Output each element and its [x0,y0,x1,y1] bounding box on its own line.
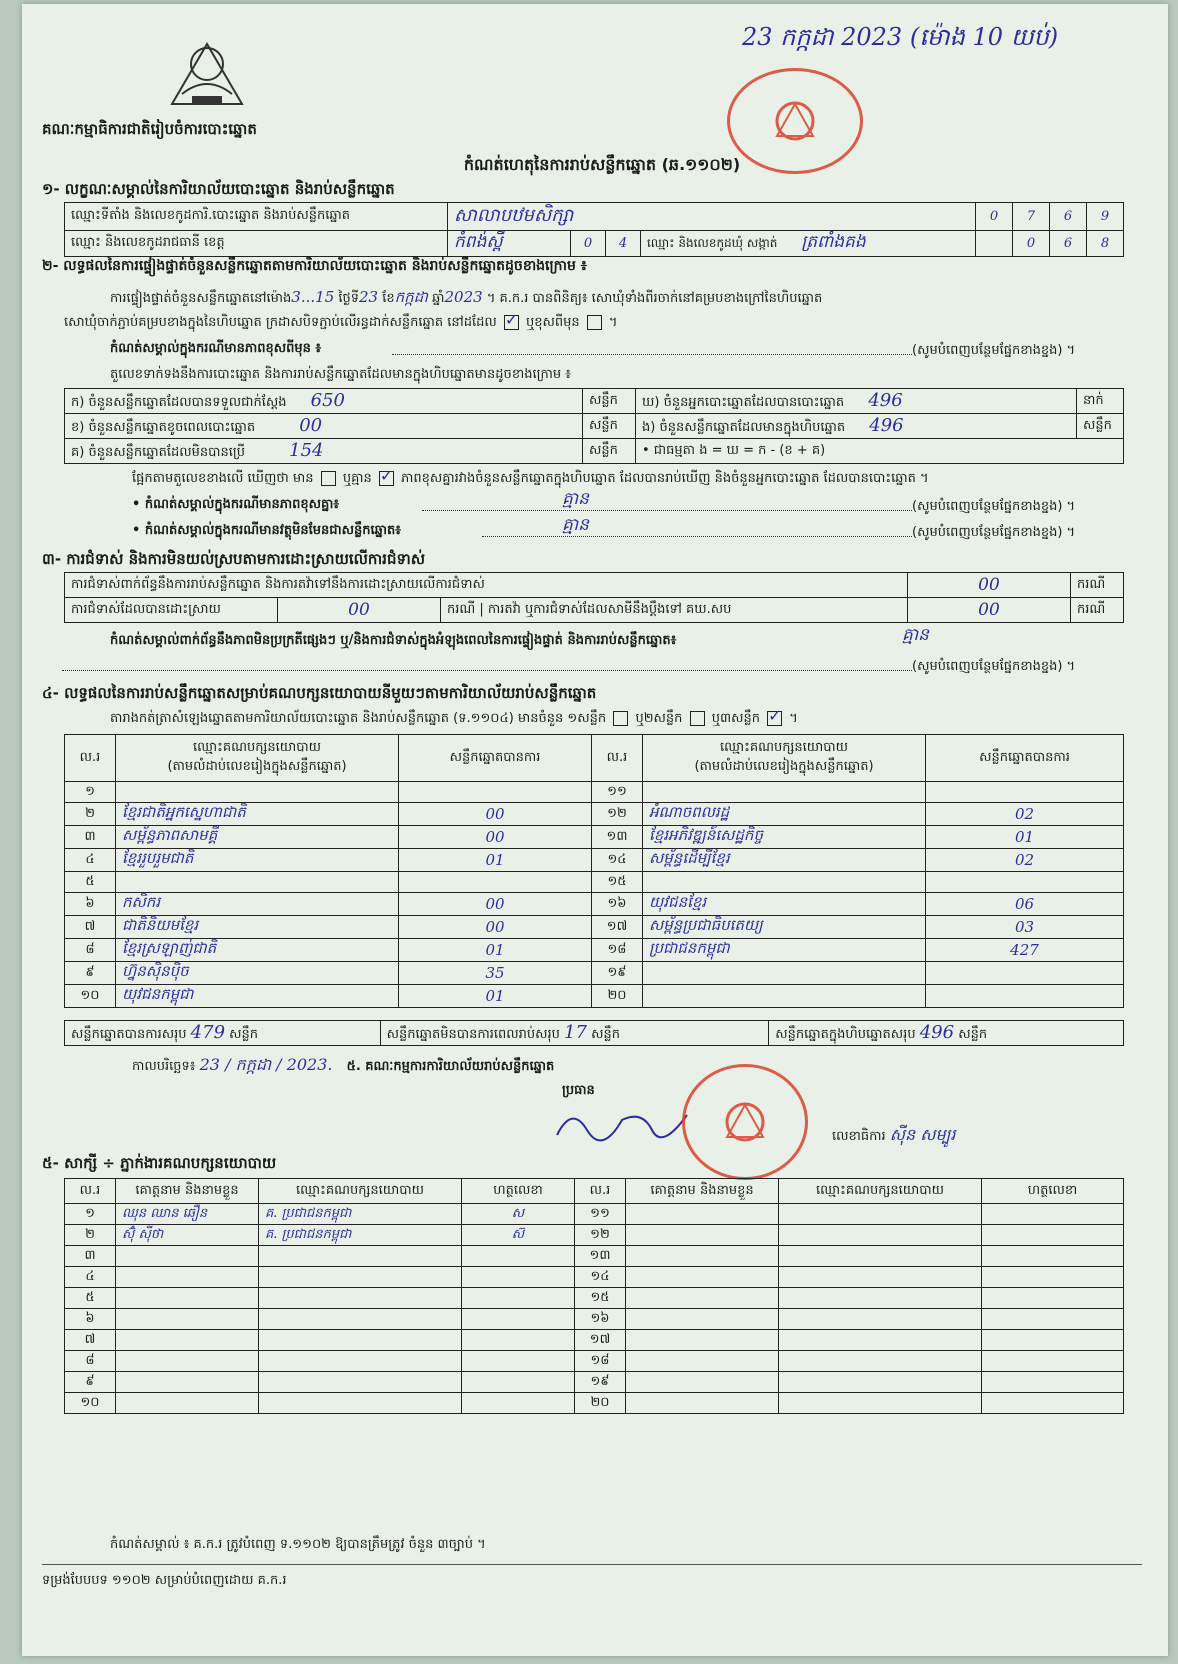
witness-party [779,1225,982,1246]
or-changed-label: ឬខុសពីមុន [526,315,580,330]
witness-signature [982,1351,1124,1372]
witness-party [259,1267,462,1288]
commune-code-2: 8 [1087,231,1124,257]
verify-text-3: ខែ [382,291,395,306]
witness-no: ១ [65,1204,116,1225]
verify-line2: សោឃុំចាក់ភ្ជាប់គម្របខាងក្នុងនៃហិបឆ្នោត ក្រដាសបិទភ្ជាប់លើរន្ធដាក់សន្លឹកឆ្នោត នៅដដែល [64,315,497,330]
witness-name: ឈុន ឈាន ឆឿន [116,1204,259,1225]
compare-text-a: ផ្អែកតាមតួលេខខាងលើ ឃើញថា មាន [132,471,314,486]
section3-heading: ៣- ការជំទាស់ និងការមិនយល់ស្របតាមការដោះស្រាយលើការជំទាស់ [42,550,426,568]
chair-signature [552,1100,692,1150]
witness-name [626,1204,779,1225]
changed-note-label: កំណត់សម្គាល់ក្នុងករណីមានភាពខុសពីមុន ៖ [110,341,322,356]
fill-behind-4: (សូមបំពេញបន្ថែមផ្នែកខាងខ្នង) ។ [912,659,1076,674]
party-name: យុវជនខ្មែរ [643,893,926,916]
witness-signature [982,1309,1124,1330]
in-box-label: ង) ចំនួនសន្លឹកឆ្នោតដែលមានក្នុងហិបឆ្នោត [642,419,846,435]
three-sheet-checkbox[interactable] [767,711,782,726]
table-row [65,916,1124,939]
witness-name [626,1351,779,1372]
result-no: ១៧ [592,916,643,939]
total-box-unit: សន្លឹក [958,1026,988,1042]
witness-signature [462,1309,575,1330]
verify-year: 2023 [444,288,483,306]
witness-no: ៤ [65,1267,116,1288]
unused-value: 154 [289,439,324,461]
resolved-unit: ករណី [447,601,476,617]
witness-party [779,1246,982,1267]
witness-no: ១៦ [575,1309,626,1330]
w-col-sign-right: ហត្ថលេខា [982,1179,1124,1204]
province-code-0: 0 [571,231,606,257]
witness-signature [462,1330,575,1351]
table-row [65,985,1124,1008]
witness-name [626,1225,779,1246]
totals-table [64,1020,1124,1046]
witness-name [116,1393,259,1414]
table-intro: តួលេខទាក់ទងនឹងការបោះឆ្នោត និងការរាប់សន្លឹកឆ្នោតដែលមានក្នុងហិបឆ្នោតមានដូចខាងក្រោម ៖ [110,367,571,382]
total-valid-value: 479 [190,1021,226,1043]
voted-value: 496 [868,389,903,411]
fill-behind-3: (សូមបំពេញបន្ថែមផ្នែកខាងខ្នង) ។ [912,525,1076,540]
station-label: ឈ្មោះទីតាំង និងលេខកូដការិ.បោះឆ្នោត និងរាប់សន្លឹកឆ្នោត [65,203,448,231]
total-box-label: សន្លឹកឆ្នោតក្នុងហិបឆ្នោតសរុប [775,1026,916,1042]
col-party-left: ឈ្មោះគណបក្សនយោបាយ [193,740,321,755]
party-name [643,872,926,893]
irregularity-note-label: កំណត់សម្គាល់ពាក់ព័ន្ធនឹងភាពមិនប្រក្រតីផ្សេងៗ ឬ/និងការជំទាស់ក្នុងអំឡុងពេលនៃការផ្ទៀងផ្ទាត់ និងការរាប់សន្លឹកឆ្នោត៖ [110,633,677,648]
witness-name: ស៊ុំ ស៊ីថា [116,1225,259,1246]
result-no: ២ [65,803,116,826]
table-row [65,803,1124,826]
result-no: ២០ [592,985,643,1008]
table-row [65,826,1124,849]
date-value: 23 / កក្កដា / 2023. [199,1055,333,1074]
result-no: ១៣ [592,826,643,849]
party-name: ហ្វ៊ុនស៊ិនប៉ិច [116,962,399,985]
two-sheet-checkbox[interactable] [690,711,705,726]
has-diff-checkbox[interactable] [321,471,336,486]
w-col-no-left: ល.រ [65,1179,116,1204]
same-checkbox[interactable] [504,315,519,330]
result-no: ៣ [65,826,116,849]
witness-no: ២០ [575,1393,626,1414]
station-code-1: 7 [1013,203,1050,231]
witness-no: ៨ [65,1351,116,1372]
party-votes: 35 [399,962,592,985]
witness-name [116,1288,259,1309]
spoiled-label: ខ) ចំនួនសន្លឹកឆ្នោតខូចពេលបោះឆ្នោត [71,419,256,435]
station-name: សាលាបឋមសិក្សា [448,203,976,231]
party-name: យុវជនកម្ពុជា [116,985,399,1008]
witness-name [626,1288,779,1309]
party-votes: 00 [399,803,592,826]
witness-signature [982,1330,1124,1351]
compare-text-c: ភាពខុសគ្នារវាងចំនួនសន្លឹកឆ្នោតក្នុងហិបឆ្នោត ដែលបានរាប់ឃើញ និងចំនួនអ្នកបោះឆ្នោត ដែលបានបោះឆ្នោត ។ [401,471,929,486]
voted-unit: នាក់ [1077,389,1124,414]
table-row [65,1225,1124,1246]
w-col-name-right: គោត្តនាម និងនាមខ្លួន [626,1179,779,1204]
changed-note-line [392,354,912,355]
section4-heading: ៤- លទ្ធផលនៃការរាប់សន្លឹកឆ្នោតសម្រាប់គណបក្សនយោបាយនីមួយៗតាមការិយាល័យរាប់សន្លឹកឆ្នោត [42,684,597,702]
result-no: ៩ [65,962,116,985]
witness-signature [462,1288,575,1309]
results-table [64,734,1124,1008]
table-row [65,1309,1124,1330]
station-code-3: 9 [1087,203,1124,231]
witness-name [626,1393,779,1414]
witness-party: គ. ប្រជាជនកម្ពុជា [259,1225,462,1246]
witness-party [259,1393,462,1414]
verify-time: 3...15 [291,288,335,306]
party-name [116,872,399,893]
w-col-name-left: គោត្តនាម និងនាមខ្លួន [116,1179,259,1204]
no-diff-checkbox[interactable] [379,471,394,486]
witness-signature [982,1225,1124,1246]
secretary-label: លេខាធិការ [832,1129,886,1144]
table-row [65,1330,1124,1351]
commune-name: ត្រពាំងគង [801,232,866,252]
in-box-unit: សន្លឹក [1077,414,1124,439]
table-row [65,1351,1124,1372]
date-prefix: កាលបរិច្ឆេទ៖ [132,1059,196,1074]
committee-label: ៥. គណៈកម្មការការិយាល័យរាប់សន្លឹកឆ្នោត [346,1059,555,1074]
party-votes [926,782,1124,803]
table-row [65,1204,1124,1225]
chair-label: ប្រធាន [562,1083,595,1098]
fill-behind-1: (សូមបំពេញបន្ថែមផ្នែកខាងខ្នង) ។ [912,343,1076,358]
party-votes [399,872,592,893]
total-box-value: 496 [919,1021,955,1043]
witness-party [779,1372,982,1393]
resolved-value: 00 [278,598,441,623]
witness-party [259,1288,462,1309]
total-valid-unit: សន្លឹក [229,1026,259,1042]
invalid-note-value: គ្មាន [562,515,589,535]
witness-signature [982,1267,1124,1288]
party-name: កសិករ [116,893,399,916]
witness-signature [462,1393,575,1414]
witness-no: ៣ [65,1246,116,1267]
total-invalid-value: 17 [564,1021,587,1043]
verify-text-1: ការផ្ទៀងផ្ទាត់ចំនួនសន្លឹកឆ្នោតនៅម៉ោង [110,291,292,306]
party-votes: 01 [926,826,1124,849]
resolved-label: ការជំទាស់ដែលបានដោះស្រាយ [65,598,278,623]
table-row [65,1267,1124,1288]
section1-table [64,202,1124,257]
commune-label: ឈ្មោះ និងលេខកូដឃុំ សង្កាត់ [647,236,778,250]
party-name: សម្ព័ន្ធភាពសាមគ្គី [116,826,399,849]
committee-stamp [682,1064,808,1180]
party-votes: 02 [926,849,1124,872]
witness-name [626,1309,779,1330]
spoiled-value: 00 [299,414,323,436]
witness-party [259,1330,462,1351]
unused-unit: សន្លឹក [583,439,636,464]
page-title: កំណត់ហេតុនៃការរាប់សន្លឹកឆ្នោត (ឆ.១១០២) [463,155,741,174]
result-no: ១១ [592,782,643,803]
witness-no: ១៩ [575,1372,626,1393]
party-votes [399,782,592,803]
witness-no: ១៥ [575,1288,626,1309]
table-row [65,893,1124,916]
compare-text-b: ឬគ្មាន [342,471,372,486]
w-col-party-left: ឈ្មោះគណបក្សនយោបាយ [259,1179,462,1204]
objection-unit: ករណី [1071,573,1124,598]
result-no: ៤ [65,849,116,872]
party-name: ខ្មែរជាតិអ្នកស្នេហាជាតិ [116,803,399,826]
witness-party [259,1309,462,1330]
witness-signature [982,1246,1124,1267]
secretary-name: ស៊ីន សម្បូរ [889,1125,956,1144]
counts-table [64,388,1124,464]
witness-name [116,1246,259,1267]
witness-party [779,1393,982,1414]
verify-text-2: ថ្ងៃទី [338,291,360,306]
in-box-value: 496 [869,414,904,436]
party-votes: 02 [926,803,1124,826]
province-label: ឈ្មោះ និងលេខកូដរាជធានី ខេត្ត [65,231,448,257]
witness-name [626,1246,779,1267]
party-name: សម្ព័ន្ធដើម្បីខ្មែរ [643,849,926,872]
appeal-label: ការតវ៉ា ឬការជំទាស់ដែលសាមីនឹងប្តឹងទៅ គឃ.សប [487,601,732,617]
witness-no: ៧ [65,1330,116,1351]
witness-name [116,1330,259,1351]
one-sheet-checkbox[interactable] [613,711,628,726]
witness-signature [982,1393,1124,1414]
witness-party [779,1288,982,1309]
witness-signature [462,1267,575,1288]
org-name: គណៈកម្មាធិការជាតិរៀបចំការបោះឆ្នោត [42,120,257,138]
w-col-no-right: ល.រ [575,1179,626,1204]
appeal-unit: ករណី [1071,598,1124,623]
col-votes-right: សន្លឹកឆ្នោតបានការ [926,735,1124,782]
diff-note-label: • កំណត់សម្គាល់ក្នុងករណីមានភាពខុសគ្នា៖ [132,497,340,512]
station-code-2: 6 [1050,203,1087,231]
witness-no: ១៧ [575,1330,626,1351]
witness-party [779,1330,982,1351]
party-votes [926,962,1124,985]
table-row [65,962,1124,985]
party-votes: 01 [399,849,592,872]
witness-name [116,1267,259,1288]
appeal-value: 00 [908,598,1071,623]
witness-no: ១៨ [575,1351,626,1372]
witness-party [259,1246,462,1267]
result-no: ៦ [65,893,116,916]
col-no-right: ល.រ [592,735,643,782]
verify-text-4: ឆ្នាំ [432,291,445,306]
two-sheet-label: ឬ២សន្លឹក [635,711,683,726]
received-label: ក) ចំនួនសន្លឹកឆ្នោតដែលបានទទួលជាក់ស្តែង [71,394,287,410]
witness-signature: ស [462,1204,575,1225]
received-unit: សន្លឹក [583,389,636,414]
witness-name [626,1267,779,1288]
witness-no: ១១ [575,1204,626,1225]
footer-note: កំណត់សម្គាល់ ៖ គ.ក.រ ត្រូវបំពេញ ទ.១១០២ ឱ្យបានត្រឹមត្រូវ ចំនួន ៣ច្បាប់ ។ [110,1537,486,1552]
witness-table [64,1178,1124,1414]
party-votes: 01 [399,985,592,1008]
station-code-0: 0 [976,203,1013,231]
party-votes [926,985,1124,1008]
objections-table: ការជំទាស់ពាក់ព័ន្ធនឹងការរាប់សន្លឹកឆ្នោត និងការតវ៉ាទៅនឹងការដោះស្រាយលើការជំទាស់ 00 ករណី ការជំទាស់ដែលបានដោះស្រាយ 00 ករណី | ការតវ៉ា ឬការជំទាស់ដែលសាមីនឹងប្តឹងទៅ គឃ.សប 00 ករណី [64,572,1124,623]
emblem-logo [162,34,252,114]
party-votes: 06 [926,893,1124,916]
party-name [643,782,926,803]
verify-day: 23 [359,288,379,306]
objection-value: 00 [908,573,1071,598]
changed-checkbox[interactable] [587,315,602,330]
col-votes-left: សន្លឹកឆ្នោតបានការ [399,735,592,782]
witness-party [779,1309,982,1330]
party-votes: 00 [399,916,592,939]
witness-no: ៥ [65,1288,116,1309]
document-sheet: គណៈកម្មាធិការជាតិរៀបចំការបោះឆ្នោត 23 កក្កដា 2023 (ម៉ោង 10 យប់) កំណត់ហេតុនៃការរាប់សន្លឹកឆ្នោត (ឆ.១១០២) ១- លក្ខណៈសម្គាល់នៃការិយាល័យបោះឆ្នោត និងរាប់សន្លឹកឆ្នោត ឈ្មោះទីតាំង និងលេខកូដការិ.បោះឆ្នោត និងរាប់សន្លឹកឆ្នោត សាលាបឋមសិក្សា 0 7 6 9 ឈ្មោះ និងលេខកូដរាជធានី ខេត្ត កំពង់ស្ពឺ 0 4 ឈ្មោះ និងលេខកូដឃុំ សង្កាត់ ត្រពាំងគង 0 6 8 ២- លទ្ធផលនៃការផ្ទៀងផ្ទាត់ចំនួនសន្លឹកឆ្នោតតាមការិយាល័យបោះឆ្នោត និងរាប់សន្លឹកឆ្នោតដូចខាងក្រោម ៖ ការផ្ទៀងផ្ទាត់ចំនួនសន្លឹកឆ្នោតនៅម៉ោង3...15 ថ្ងៃទី23 ខែកក្កដា ឆ្នាំ2023 ។ គ.ក.រ បានពិនិត្យ៖ សោឃុំទាំងពីរចាក់នៅគម្របខាងក្រៅនៃហិបឆ្នោត សោឃុំចាក់ភ្ជាប់គម្របខាងក្នុងនៃហិបឆ្នោត ក្រដាសបិទភ្ជាប់លើរន្ធដាក់សន្លឹកឆ្នោត នៅដដែល ✓ ឬខុសពីមុន ។ កំណត់សម្គាល់ក្នុងករណីមានភាពខុសពីមុន ៖ (សូមបំពេញបន្ថែមផ្នែកខាងខ្នង) ។ តួលេខទាក់ទងនឹងការបោះឆ្នោត និងការរាប់សន្លឹកឆ្នោតដែលមានក្នុងហិបឆ្នោតមានដូចខាងក្រោម ៖ ក) ចំនួនសន្លឹកឆ្នោតដែលបានទទួលជាក់ស្តែង 650 សន្លឹក ឃ) ចំនួនអ្នកបោះឆ្នោតដែលបានបោះឆ្នោត 496 នាក់ ខ) ចំនួនសន្លឹកឆ្នោតខូចពេលបោះឆ្នោត 00 សន្លឹក ង) ចំនួនសន្លឹកឆ្នោតដែលមានក្នុងហិបឆ្នោត 496 សន្លឹក គ) ចំនួនសន្លឹកឆ្នោតដែលមិនបានប្រើ 154 សន្លឹក • ជាធម្មតា ង = ឃ = ក - (ខ + គ) ផ្អែកតាមតួលេខខាងលើ ឃើញថា មាន ឬគ្មាន ✓ ភាពខុសគ្នារវាងចំនួនសន្លឹកឆ្នោតក្នុងហិបឆ្នោត ដែលបានរាប់ឃើញ និងចំនួនអ្នកបោះឆ្នោត ដែលបានបោះឆ្នោត ។ • កំណត់សម្គាល់ក្នុងករណីមានភាពខុសគ្នា៖ គ្មាន (សូមបំពេញបន្ថែមផ្នែកខាងខ្នង) ។ • កំណត់សម្គាល់ក្នុងករណីមានវត្ថុមិនមែនជាសន្លឹកឆ្នោត៖ គ្មាន (សូមបំពេញបន្ថែមផ្នែកខាងខ្នង) ។ ៣- ការជំទាស់ និងការមិនយល់ស្របតាមការដោះស្រាយលើការជំទាស់ ការជំទាស់ពាក់ព័ន្ធនឹងការរាប់សន្លឹកឆ្នោត និងការតវ៉ាទៅនឹងការដោះស្រាយលើការជំទាស់ 00 ករណី ការជំទាស់ដែលបានដោះស្រាយ 00 ករណី | ការតវ៉ា ឬការជំទាស់ដែលសាមីនឹងប្តឹងទៅ គឃ.សប 00 ករណី កំណត់សម្គាល់ពាក់ព័ន្ធនឹងភាពមិនប្រក្រតីផ្សេងៗ ឬ/និងការជំទាស់ក្នុងអំឡុងពេលនៃការផ្ទៀងផ្ទាត់ និងការរាប់សន្លឹកឆ្នោត៖ គ្មាន (សូមបំពេញបន្ថែមផ្នែកខាងខ្នង) ។ ៤- លទ្ធផលនៃការរាប់សន្លឹកឆ្នោតសម្រាប់គណបក្សនយោបាយនីមួយៗតាមការិយាល័យរាប់សន្លឹកឆ្នោត តារាងកត់ត្រាសំឡេងឆ្នោតតាមការិយាល័យបោះឆ្នោត និងរាប់សន្លឹកឆ្នោត (ទ.១១០៤) មានចំនួន ១សន្លឹក ឬ២សន្លឹក ឬ៣សន្លឹក ✓ ។ ល.រ ឈ្មោះគណបក្សនយោបាយ (តាមលំដាប់លេខរៀងក្នុងសន្លឹកឆ្នោត) សន្លឹកឆ្នោតបានការ ល.រ ឈ្មោះគណបក្សនយោបាយ (តាមលំដាប់លេខរៀងក្នុងសន្លឹកឆ្នោត) សន្លឹកឆ្នោតបានការ ១ ១១ ២ ខ្មែរជាតិអ្នកស្នេហាជាតិ 00 ១២ អំណាចពលរដ្ឋ 02 ៣ សម្ព័ន្ធភាពសាមគ្គី 00 ១៣ ខ្មែរអភិវឌ្ឍន៍សេដ្ឋកិច្ច 01 ៤ ខ្មែររួបរួមជាតិ 01 ១៤ សម្ព័ន្ធដើម្បីខ្មែរ 02 ៥ ១៥ ៦ កសិករ 00 ១៦ យុវជនខ្មែរ 06 ៧ ជាតិនិយមខ្មែរ 00 ១៧ សម្ព័ន្ធប្រជាធិបតេយ្យ 03 ៨ ខ្មែរស្រឡាញ់ជាតិ 01 ១៨ ប្រជាជនកម្ពុជា 427 ៩ ហ្វ៊ុនស៊ិនប៉ិច 35 ១៩ ១០ យុវជនកម្ពុជា 01 ២០ សន្លឹកឆ្នោតបានការសរុប 479 សន្លឹក សន្លឹកឆ្នោតមិនបានការពេលរាប់សរុប 17 សន្លឹក សន្លឹកឆ្នោតក្នុងហិបឆ្នោតសរុប 496 សន្លឹក កាលបរិច្ឆេទ៖ 23 / កក្កដា / 2023. ៥. គណៈកម្មការការិយាល័យរាប់សន្លឹកឆ្នោត ប្រធាន លេខាធិការ ស៊ីន សម្បូរ ៥- សាក្សី ÷ ភ្នាក់ងារគណបក្សនយោបាយ ល.រ គោត្តនាម និងនាមខ្លួន ឈ្មោះគណបក្សនយោបាយ ហត្ថលេខា ល.រ គោត្តនាម និងនាមខ្លួន ឈ្មោះគណបក្សនយោបាយ ហត្ថលេខា ១ ឈុន ឈាន ឆឿន គ. ប្រជាជនកម្ពុជា ស ១១ ២ ស៊ុំ ស៊ីថា គ. ប្រជាជនកម្ពុជា ស៊ ១២ ៣ ១៣ ៤ ១៤ ៥ ១៥ ៦ ១៦ ៧ ១៧ ៨ ១៨ ៩ ១៩ ១០ ២០ កំណត់សម្គាល់ ៖ គ.ក.រ ត្រូវបំពេញ ទ.១១០២ ឱ្យបានត្រឹមត្រូវ ចំនួន ៣ច្បាប់ ។ ទម្រង់បែបបទ ១១០២ សម្រាប់បំពេញដោយ គ.ក.រ [22,4,1168,1656]
witness-no: ១២ [575,1225,626,1246]
party-name: ខ្មែរអភិវឌ្ឍន៍សេដ្ឋកិច្ច [643,826,926,849]
party-votes: 03 [926,916,1124,939]
witness-no: ១៣ [575,1246,626,1267]
result-no: ១៦ [592,893,643,916]
witness-no: ១០ [65,1393,116,1414]
party-name: សម្ព័ន្ធប្រជាធិបតេយ្យ [643,916,926,939]
witness-name [626,1372,779,1393]
table-row [65,849,1124,872]
col-party-sub-left: (តាមលំដាប់លេខរៀងក្នុងសន្លឹកឆ្នោត) [167,759,347,774]
witness-name [116,1351,259,1372]
party-name: ប្រជាជនកម្ពុជា [643,939,926,962]
section2-heading: ២- លទ្ធផលនៃការផ្ទៀងផ្ទាត់ចំនួនសន្លឹកឆ្នោតតាមការិយាល័យបោះឆ្នោត និងរាប់សន្លឹកឆ្នោតដូចខាងក្រោម ៖ [42,258,587,274]
col-party-sub-right: (តាមលំដាប់លេខរៀងក្នុងសន្លឹកឆ្នោត) [694,759,874,774]
commune-code-0: 0 [1013,231,1050,257]
party-name [643,985,926,1008]
total-invalid-unit: សន្លឹក [591,1026,620,1042]
fill-behind-2: (សូមបំពេញបន្ថែមផ្នែកខាងខ្នង) ។ [912,499,1076,514]
w-col-sign-left: ហត្ថលេខា [462,1179,575,1204]
w-col-party-right: ឈ្មោះគណបក្សនយោបាយ [779,1179,982,1204]
witness-no: ៩ [65,1372,116,1393]
table-row [65,782,1124,803]
result-no: ៥ [65,872,116,893]
section1-heading: ១- លក្ខណៈសម្គាល់នៃការិយាល័យបោះឆ្នោត និងរាប់សន្លឹកឆ្នោត [42,180,395,198]
witness-signature [982,1372,1124,1393]
witness-party [259,1351,462,1372]
witness-signature [462,1246,575,1267]
invalid-note-label: • កំណត់សម្គាល់ក្នុងករណីមានវត្ថុមិនមែនជាសន្លឹកឆ្នោត៖ [132,523,401,538]
received-value: 650 [310,389,346,411]
voted-label: ឃ) ចំនួនអ្នកបោះឆ្នោតដែលបានបោះឆ្នោត [642,394,845,410]
total-invalid-label: សន្លឹកឆ្នោតមិនបានការពេលរាប់សរុប [386,1026,560,1042]
unused-label: គ) ចំនួនសន្លឹកឆ្នោតដែលមិនបានប្រើ [71,444,245,460]
handwritten-date: 23 កក្កដា 2023 (ម៉ោង 10 យប់) [742,23,1059,51]
party-votes [926,872,1124,893]
verify-month: កក្កដា [394,288,428,306]
table-row [65,939,1124,962]
witness-party [259,1372,462,1393]
result-no: ៧ [65,916,116,939]
result-no: ១៨ [592,939,643,962]
party-name: អំណាចពលរដ្ឋ [643,803,926,826]
table-row [65,872,1124,893]
witness-party [779,1267,982,1288]
witness-name [116,1309,259,1330]
verify-text-5: ។ គ.ក.រ បានពិនិត្យ៖ សោឃុំទាំងពីរចាក់នៅគម្របខាងក្រៅនៃហិបឆ្នោត [486,291,823,306]
party-name: ជាតិនិយមខ្មែរ [116,916,399,939]
province-code-1: 4 [606,231,641,257]
province-name: កំពង់ស្ពឺ [448,231,571,257]
result-no: ១ [65,782,116,803]
party-name [116,782,399,803]
party-name [643,962,926,985]
witness-party [779,1351,982,1372]
party-votes: 427 [926,939,1124,962]
witness-name [626,1330,779,1351]
witness-no: ២ [65,1225,116,1246]
witness-party: គ. ប្រជាជនកម្ពុជា [259,1204,462,1225]
result-no: ៨ [65,939,116,962]
result-no: ១៩ [592,962,643,985]
result-no: ១២ [592,803,643,826]
col-party-right: ឈ្មោះគណបក្សនយោបាយ [720,740,848,755]
table-row [65,1246,1124,1267]
objection-label: ការជំទាស់ពាក់ព័ន្ធនឹងការរាប់សន្លឹកឆ្នោត និងការតវ៉ាទៅនឹងការដោះស្រាយលើការជំទាស់ [65,573,908,598]
total-valid-label: សន្លឹកឆ្នោតបានការសរុប [71,1026,187,1042]
party-votes: 01 [399,939,592,962]
commune-code-1: 6 [1050,231,1087,257]
witness-signature [982,1288,1124,1309]
sheet-count-intro: តារាងកត់ត្រាសំឡេងឆ្នោតតាមការិយាល័យបោះឆ្នោត និងរាប់សន្លឹកឆ្នោត (ទ.១១០៤) មានចំនួន ១សន្លឹក [110,711,607,726]
diff-note-value: គ្មាន [562,489,589,509]
party-votes: 00 [399,826,592,849]
party-name: ខ្មែររួបរួមជាតិ [116,849,399,872]
result-no: ១៤ [592,849,643,872]
witness-party [779,1204,982,1225]
three-sheet-label: ឬ៣សន្លឹក [711,711,760,726]
witness-name [116,1372,259,1393]
result-no: ១០ [65,985,116,1008]
formula: • ជាធម្មតា ង = ឃ = ក - (ខ + គ) [636,439,1124,464]
party-name: ខ្មែរស្រឡាញ់ជាតិ [116,939,399,962]
witness-signature [462,1351,575,1372]
col-no-left: ល.រ [65,735,116,782]
result-no: ១៥ [592,872,643,893]
witness-no: ១៤ [575,1267,626,1288]
witness-no: ៦ [65,1309,116,1330]
irregularity-note-value: គ្មាន [902,625,929,645]
section5-heading: ៥- សាក្សី ÷ ភ្នាក់ងារគណបក្សនយោបាយ [42,1154,277,1172]
witness-signature [462,1372,575,1393]
party-votes: 00 [399,893,592,916]
table-row [65,1393,1124,1414]
spoiled-unit: សន្លឹក [583,414,636,439]
table-row [65,1372,1124,1393]
witness-signature: ស៊ [462,1225,575,1246]
witness-signature [982,1204,1124,1225]
form-label: ទម្រង់បែបបទ ១១០២ សម្រាប់បំពេញដោយ គ.ក.រ [42,1573,287,1588]
table-row [65,1288,1124,1309]
